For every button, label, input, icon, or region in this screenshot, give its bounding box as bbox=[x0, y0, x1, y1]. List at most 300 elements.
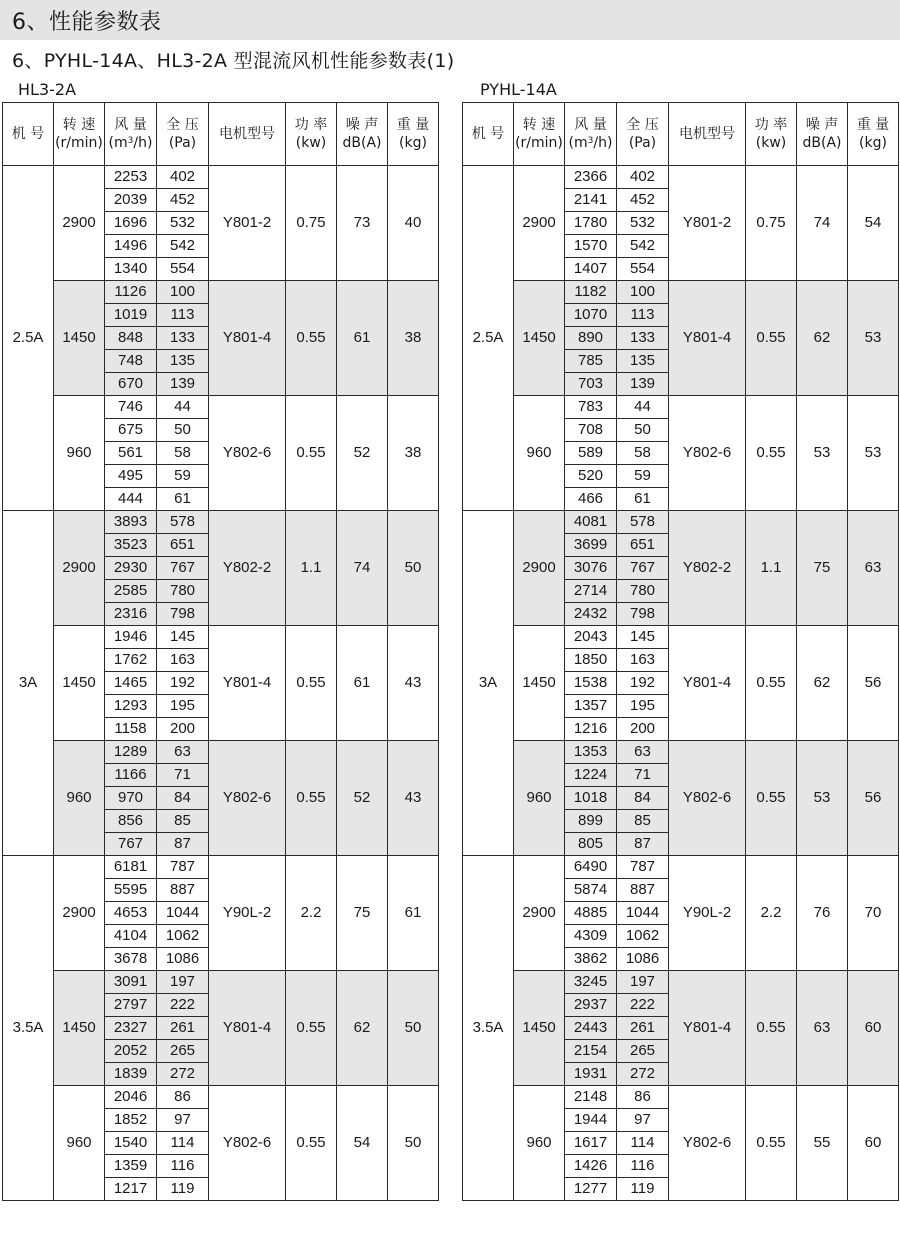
speed-cell: 2900 bbox=[514, 511, 565, 626]
motor-cell: Y801-4 bbox=[209, 626, 286, 741]
header-pressure bbox=[617, 103, 669, 166]
pressure-cell: 133 bbox=[617, 327, 669, 350]
flow-cell: 1018 bbox=[565, 787, 617, 810]
pressure-cell: 798 bbox=[157, 603, 209, 626]
pressure-cell: 1044 bbox=[157, 902, 209, 925]
pressure-cell: 58 bbox=[157, 442, 209, 465]
motor-cell: Y802-6 bbox=[669, 741, 746, 856]
header-weight-label: 重 量 bbox=[396, 117, 430, 133]
header-power bbox=[286, 103, 337, 166]
header-flow-unit-tail: /h) bbox=[133, 135, 153, 151]
pressure-cell: 578 bbox=[157, 511, 209, 534]
pressure-cell: 86 bbox=[617, 1086, 669, 1109]
header-flow bbox=[565, 103, 617, 166]
flow-cell: 783 bbox=[565, 396, 617, 419]
motor-cell: Y802-2 bbox=[669, 511, 746, 626]
pressure-cell: 85 bbox=[157, 810, 209, 833]
weight-cell: 63 bbox=[848, 511, 899, 626]
weight-cell: 50 bbox=[388, 971, 439, 1086]
pressure-cell: 114 bbox=[157, 1132, 209, 1155]
power-cell: 0.55 bbox=[286, 971, 337, 1086]
flow-cell: 1289 bbox=[105, 741, 157, 764]
flow-cell: 746 bbox=[105, 396, 157, 419]
pressure-cell: 272 bbox=[617, 1063, 669, 1086]
pressure-cell: 767 bbox=[617, 557, 669, 580]
power-cell: 2.2 bbox=[746, 856, 797, 971]
table-row bbox=[3, 166, 439, 189]
power-cell: 1.1 bbox=[286, 511, 337, 626]
header-weight bbox=[848, 103, 899, 166]
flow-cell: 589 bbox=[565, 442, 617, 465]
flow-cell: 4885 bbox=[565, 902, 617, 925]
flow-cell: 2797 bbox=[105, 994, 157, 1017]
table-row bbox=[3, 626, 439, 649]
model-cell: 3A bbox=[3, 511, 54, 856]
flow-cell: 6490 bbox=[565, 856, 617, 879]
motor-cell: Y801-4 bbox=[669, 626, 746, 741]
table-row bbox=[3, 511, 439, 534]
flow-cell: 3076 bbox=[565, 557, 617, 580]
noise-cell: 62 bbox=[337, 971, 388, 1086]
pressure-cell: 87 bbox=[157, 833, 209, 856]
weight-cell: 50 bbox=[388, 511, 439, 626]
motor-cell: Y802-2 bbox=[209, 511, 286, 626]
flow-cell: 1570 bbox=[565, 235, 617, 258]
power-cell: 0.55 bbox=[746, 1086, 797, 1201]
flow-cell: 5874 bbox=[565, 879, 617, 902]
header-flow-unit-sup: 3 bbox=[587, 136, 594, 146]
pressure-cell: 554 bbox=[617, 258, 669, 281]
weight-cell: 43 bbox=[388, 626, 439, 741]
weight-cell: 56 bbox=[848, 626, 899, 741]
pressure-cell: 578 bbox=[617, 511, 669, 534]
pressure-cell: 265 bbox=[157, 1040, 209, 1063]
weight-cell: 40 bbox=[388, 166, 439, 281]
pressure-cell: 1086 bbox=[617, 948, 669, 971]
speed-cell: 2900 bbox=[54, 511, 105, 626]
flow-cell: 3699 bbox=[565, 534, 617, 557]
header-weight-unit: (kg) bbox=[859, 135, 887, 151]
flow-cell: 2327 bbox=[105, 1017, 157, 1040]
pressure-cell: 197 bbox=[617, 971, 669, 994]
header-noise-label: 噪 声 bbox=[345, 117, 379, 133]
weight-cell: 61 bbox=[388, 856, 439, 971]
pressure-cell: 145 bbox=[157, 626, 209, 649]
speed-cell: 960 bbox=[514, 396, 565, 511]
pyhl-14a-spec-table bbox=[462, 102, 899, 1201]
header-weight bbox=[388, 103, 439, 166]
speed-cell: 960 bbox=[514, 1086, 565, 1201]
hl3-2a-spec-table bbox=[2, 102, 439, 1201]
pressure-cell: 113 bbox=[617, 304, 669, 327]
table-row bbox=[463, 856, 899, 879]
flow-cell: 1426 bbox=[565, 1155, 617, 1178]
header-noise-unit: dB(A) bbox=[802, 135, 842, 151]
header-row bbox=[463, 103, 899, 166]
pressure-cell: 780 bbox=[157, 580, 209, 603]
pressure-cell: 222 bbox=[157, 994, 209, 1017]
flow-cell: 444 bbox=[105, 488, 157, 511]
pressure-cell: 59 bbox=[157, 465, 209, 488]
header-model-label: 机 号 bbox=[471, 126, 505, 142]
flow-cell: 2443 bbox=[565, 1017, 617, 1040]
header-noise-unit: dB(A) bbox=[342, 135, 382, 151]
pressure-cell: 780 bbox=[617, 580, 669, 603]
speed-cell: 1450 bbox=[54, 971, 105, 1086]
power-cell: 0.55 bbox=[286, 1086, 337, 1201]
pressure-cell: 767 bbox=[157, 557, 209, 580]
flow-cell: 1353 bbox=[565, 741, 617, 764]
header-pressure-label: 全 压 bbox=[626, 117, 659, 133]
flow-cell: 2714 bbox=[565, 580, 617, 603]
motor-cell: Y801-2 bbox=[669, 166, 746, 281]
flow-cell: 4653 bbox=[105, 902, 157, 925]
flow-cell: 748 bbox=[105, 350, 157, 373]
table-row bbox=[463, 1086, 899, 1109]
header-power-label: 功 率 bbox=[294, 117, 328, 133]
pressure-cell: 887 bbox=[617, 879, 669, 902]
flow-cell: 3862 bbox=[565, 948, 617, 971]
header-noise-label: 噪 声 bbox=[805, 117, 839, 133]
header-power-label: 功 率 bbox=[754, 117, 788, 133]
flow-cell: 1357 bbox=[565, 695, 617, 718]
speed-cell: 1450 bbox=[54, 626, 105, 741]
flow-cell: 3523 bbox=[105, 534, 157, 557]
flow-cell: 670 bbox=[105, 373, 157, 396]
flow-cell: 2316 bbox=[105, 603, 157, 626]
flow-cell: 1762 bbox=[105, 649, 157, 672]
model-cell: 3.5A bbox=[463, 856, 514, 1201]
flow-cell: 561 bbox=[105, 442, 157, 465]
motor-cell: Y802-6 bbox=[209, 396, 286, 511]
header-flow-unit-tail: /h) bbox=[593, 135, 613, 151]
section-title: 6、性能参数表 bbox=[12, 9, 162, 35]
header-flow-label: 风 量 bbox=[114, 117, 147, 133]
page-subtitle: 6、PYHL-14A、HL3-2A 型混流风机性能参数表(1) bbox=[12, 50, 455, 72]
pressure-cell: 145 bbox=[617, 626, 669, 649]
flow-cell: 5595 bbox=[105, 879, 157, 902]
pressure-cell: 85 bbox=[617, 810, 669, 833]
flow-cell: 1224 bbox=[565, 764, 617, 787]
flow-cell: 848 bbox=[105, 327, 157, 350]
speed-cell: 1450 bbox=[514, 281, 565, 396]
noise-cell: 52 bbox=[337, 741, 388, 856]
left-table-label: HL3-2A bbox=[18, 80, 77, 99]
flow-cell: 856 bbox=[105, 810, 157, 833]
header-model bbox=[3, 103, 54, 166]
flow-cell: 1407 bbox=[565, 258, 617, 281]
pressure-cell: 100 bbox=[157, 281, 209, 304]
pressure-cell: 452 bbox=[617, 189, 669, 212]
pressure-cell: 887 bbox=[157, 879, 209, 902]
flow-cell: 1540 bbox=[105, 1132, 157, 1155]
header-noise bbox=[797, 103, 848, 166]
power-cell: 0.55 bbox=[746, 971, 797, 1086]
header-pressure-unit: (Pa) bbox=[628, 135, 657, 151]
pressure-cell: 261 bbox=[617, 1017, 669, 1040]
pressure-cell: 50 bbox=[617, 419, 669, 442]
header-pressure bbox=[157, 103, 209, 166]
pressure-cell: 61 bbox=[157, 488, 209, 511]
pressure-cell: 59 bbox=[617, 465, 669, 488]
noise-cell: 61 bbox=[337, 281, 388, 396]
weight-cell: 38 bbox=[388, 396, 439, 511]
model-cell: 3A bbox=[463, 511, 514, 856]
pressure-cell: 114 bbox=[617, 1132, 669, 1155]
flow-cell: 2937 bbox=[565, 994, 617, 1017]
model-cell: 3.5A bbox=[3, 856, 54, 1201]
noise-cell: 75 bbox=[337, 856, 388, 971]
flow-cell: 2043 bbox=[565, 626, 617, 649]
pressure-cell: 402 bbox=[617, 166, 669, 189]
pressure-cell: 452 bbox=[157, 189, 209, 212]
flow-cell: 1944 bbox=[565, 1109, 617, 1132]
pressure-cell: 1062 bbox=[617, 925, 669, 948]
pressure-cell: 63 bbox=[157, 741, 209, 764]
flow-cell: 2052 bbox=[105, 1040, 157, 1063]
flow-cell: 2039 bbox=[105, 189, 157, 212]
noise-cell: 62 bbox=[797, 281, 848, 396]
table-body bbox=[463, 166, 899, 1201]
flow-cell: 1359 bbox=[105, 1155, 157, 1178]
pressure-cell: 192 bbox=[617, 672, 669, 695]
flow-cell: 2432 bbox=[565, 603, 617, 626]
flow-cell: 1182 bbox=[565, 281, 617, 304]
pressure-cell: 542 bbox=[157, 235, 209, 258]
pressure-cell: 135 bbox=[157, 350, 209, 373]
pressure-cell: 195 bbox=[617, 695, 669, 718]
header-motor bbox=[669, 103, 746, 166]
weight-cell: 60 bbox=[848, 971, 899, 1086]
table-row bbox=[463, 511, 899, 534]
speed-cell: 960 bbox=[54, 741, 105, 856]
pressure-cell: 84 bbox=[157, 787, 209, 810]
motor-cell: Y90L-2 bbox=[669, 856, 746, 971]
table-row bbox=[463, 281, 899, 304]
noise-cell: 75 bbox=[797, 511, 848, 626]
pressure-cell: 1062 bbox=[157, 925, 209, 948]
noise-cell: 74 bbox=[337, 511, 388, 626]
speed-cell: 1450 bbox=[54, 281, 105, 396]
power-cell: 0.55 bbox=[286, 396, 337, 511]
header-flow-label: 风 量 bbox=[574, 117, 607, 133]
pressure-cell: 787 bbox=[617, 856, 669, 879]
flow-cell: 1617 bbox=[565, 1132, 617, 1155]
speed-cell: 2900 bbox=[514, 166, 565, 281]
flow-cell: 1126 bbox=[105, 281, 157, 304]
pressure-cell: 532 bbox=[617, 212, 669, 235]
flow-cell: 1780 bbox=[565, 212, 617, 235]
speed-cell: 960 bbox=[514, 741, 565, 856]
power-cell: 0.55 bbox=[746, 741, 797, 856]
pressure-cell: 135 bbox=[617, 350, 669, 373]
speed-cell: 1450 bbox=[514, 971, 565, 1086]
flow-cell: 3893 bbox=[105, 511, 157, 534]
flow-cell: 1496 bbox=[105, 235, 157, 258]
pressure-cell: 261 bbox=[157, 1017, 209, 1040]
pressure-cell: 100 bbox=[617, 281, 669, 304]
pressure-cell: 200 bbox=[617, 718, 669, 741]
header-speed bbox=[54, 103, 105, 166]
weight-cell: 38 bbox=[388, 281, 439, 396]
speed-cell: 960 bbox=[54, 1086, 105, 1201]
table-row bbox=[3, 971, 439, 994]
table-row bbox=[463, 741, 899, 764]
pressure-cell: 58 bbox=[617, 442, 669, 465]
pressure-cell: 119 bbox=[617, 1178, 669, 1201]
table-header bbox=[463, 103, 899, 166]
table-row bbox=[3, 856, 439, 879]
pressure-cell: 1086 bbox=[157, 948, 209, 971]
flow-cell: 785 bbox=[565, 350, 617, 373]
noise-cell: 54 bbox=[337, 1086, 388, 1201]
noise-cell: 55 bbox=[797, 1086, 848, 1201]
right-table-label: PYHL-14A bbox=[480, 80, 557, 99]
flow-cell: 767 bbox=[105, 833, 157, 856]
flow-cell: 708 bbox=[565, 419, 617, 442]
noise-cell: 63 bbox=[797, 971, 848, 1086]
header-pressure-label: 全 压 bbox=[166, 117, 199, 133]
speed-cell: 2900 bbox=[54, 166, 105, 281]
power-cell: 0.55 bbox=[286, 741, 337, 856]
header-speed-unit: (r/min) bbox=[55, 135, 103, 151]
motor-cell: Y801-4 bbox=[669, 281, 746, 396]
pressure-cell: 44 bbox=[617, 396, 669, 419]
flow-cell: 4081 bbox=[565, 511, 617, 534]
flow-cell: 1277 bbox=[565, 1178, 617, 1201]
noise-cell: 53 bbox=[797, 741, 848, 856]
weight-cell: 60 bbox=[848, 1086, 899, 1201]
header-power bbox=[746, 103, 797, 166]
flow-cell: 1465 bbox=[105, 672, 157, 695]
flow-cell: 2046 bbox=[105, 1086, 157, 1109]
header-pressure-unit: (Pa) bbox=[168, 135, 197, 151]
header-motor bbox=[209, 103, 286, 166]
pressure-cell: 265 bbox=[617, 1040, 669, 1063]
motor-cell: Y90L-2 bbox=[209, 856, 286, 971]
weight-cell: 43 bbox=[388, 741, 439, 856]
pressure-cell: 195 bbox=[157, 695, 209, 718]
table-row bbox=[3, 1086, 439, 1109]
pressure-cell: 119 bbox=[157, 1178, 209, 1201]
flow-cell: 2930 bbox=[105, 557, 157, 580]
flow-cell: 2141 bbox=[565, 189, 617, 212]
noise-cell: 74 bbox=[797, 166, 848, 281]
pressure-cell: 113 bbox=[157, 304, 209, 327]
weight-cell: 50 bbox=[388, 1086, 439, 1201]
weight-cell: 53 bbox=[848, 281, 899, 396]
model-cell: 2.5A bbox=[3, 166, 54, 511]
weight-cell: 53 bbox=[848, 396, 899, 511]
power-cell: 0.55 bbox=[746, 396, 797, 511]
pressure-cell: 554 bbox=[157, 258, 209, 281]
pressure-cell: 139 bbox=[617, 373, 669, 396]
noise-cell: 52 bbox=[337, 396, 388, 511]
pressure-cell: 798 bbox=[617, 603, 669, 626]
power-cell: 0.55 bbox=[746, 626, 797, 741]
header-flow-unit: (m bbox=[568, 135, 588, 151]
flow-cell: 1850 bbox=[565, 649, 617, 672]
flow-cell: 3678 bbox=[105, 948, 157, 971]
flow-cell: 3091 bbox=[105, 971, 157, 994]
table-header bbox=[3, 103, 439, 166]
flow-cell: 520 bbox=[565, 465, 617, 488]
flow-cell: 970 bbox=[105, 787, 157, 810]
header-weight-unit: (kg) bbox=[399, 135, 427, 151]
power-cell: 0.55 bbox=[286, 626, 337, 741]
header-flow-unit: (m bbox=[108, 135, 128, 151]
pressure-cell: 84 bbox=[617, 787, 669, 810]
header-power-unit: (kw) bbox=[295, 135, 327, 151]
pressure-cell: 86 bbox=[157, 1086, 209, 1109]
flow-cell: 1839 bbox=[105, 1063, 157, 1086]
flow-cell: 1340 bbox=[105, 258, 157, 281]
pressure-cell: 44 bbox=[157, 396, 209, 419]
header-flow bbox=[105, 103, 157, 166]
header-power-unit: (kw) bbox=[755, 135, 787, 151]
flow-cell: 495 bbox=[105, 465, 157, 488]
power-cell: 2.2 bbox=[286, 856, 337, 971]
power-cell: 0.75 bbox=[286, 166, 337, 281]
header-speed bbox=[514, 103, 565, 166]
table-row bbox=[3, 396, 439, 419]
flow-cell: 675 bbox=[105, 419, 157, 442]
pressure-cell: 402 bbox=[157, 166, 209, 189]
pressure-cell: 163 bbox=[617, 649, 669, 672]
weight-cell: 70 bbox=[848, 856, 899, 971]
flow-cell: 2585 bbox=[105, 580, 157, 603]
pressure-cell: 97 bbox=[157, 1109, 209, 1132]
weight-cell: 54 bbox=[848, 166, 899, 281]
motor-cell: Y802-6 bbox=[209, 1086, 286, 1201]
pressure-cell: 222 bbox=[617, 994, 669, 1017]
pressure-cell: 192 bbox=[157, 672, 209, 695]
header-model bbox=[463, 103, 514, 166]
flow-cell: 2366 bbox=[565, 166, 617, 189]
section-banner bbox=[0, 0, 900, 40]
noise-cell: 53 bbox=[797, 396, 848, 511]
pressure-cell: 532 bbox=[157, 212, 209, 235]
pressure-cell: 97 bbox=[617, 1109, 669, 1132]
table-row bbox=[3, 281, 439, 304]
header-noise bbox=[337, 103, 388, 166]
header-model-label: 机 号 bbox=[11, 126, 45, 142]
flow-cell: 1696 bbox=[105, 212, 157, 235]
pressure-cell: 200 bbox=[157, 718, 209, 741]
flow-cell: 1166 bbox=[105, 764, 157, 787]
table-row bbox=[463, 166, 899, 189]
pressure-cell: 61 bbox=[617, 488, 669, 511]
weight-cell: 56 bbox=[848, 741, 899, 856]
pressure-cell: 542 bbox=[617, 235, 669, 258]
header-flow-unit-sup: 3 bbox=[127, 136, 134, 146]
pressure-cell: 197 bbox=[157, 971, 209, 994]
flow-cell: 466 bbox=[565, 488, 617, 511]
pressure-cell: 116 bbox=[157, 1155, 209, 1178]
header-motor-label: 电机型号 bbox=[219, 126, 275, 142]
header-speed-unit: (r/min) bbox=[515, 135, 563, 151]
pressure-cell: 163 bbox=[157, 649, 209, 672]
speed-cell: 2900 bbox=[54, 856, 105, 971]
table-row bbox=[463, 396, 899, 419]
pressure-cell: 139 bbox=[157, 373, 209, 396]
flow-cell: 703 bbox=[565, 373, 617, 396]
pressure-cell: 1044 bbox=[617, 902, 669, 925]
pressure-cell: 71 bbox=[157, 764, 209, 787]
motor-cell: Y801-4 bbox=[209, 971, 286, 1086]
motor-cell: Y802-6 bbox=[669, 1086, 746, 1201]
pressure-cell: 116 bbox=[617, 1155, 669, 1178]
